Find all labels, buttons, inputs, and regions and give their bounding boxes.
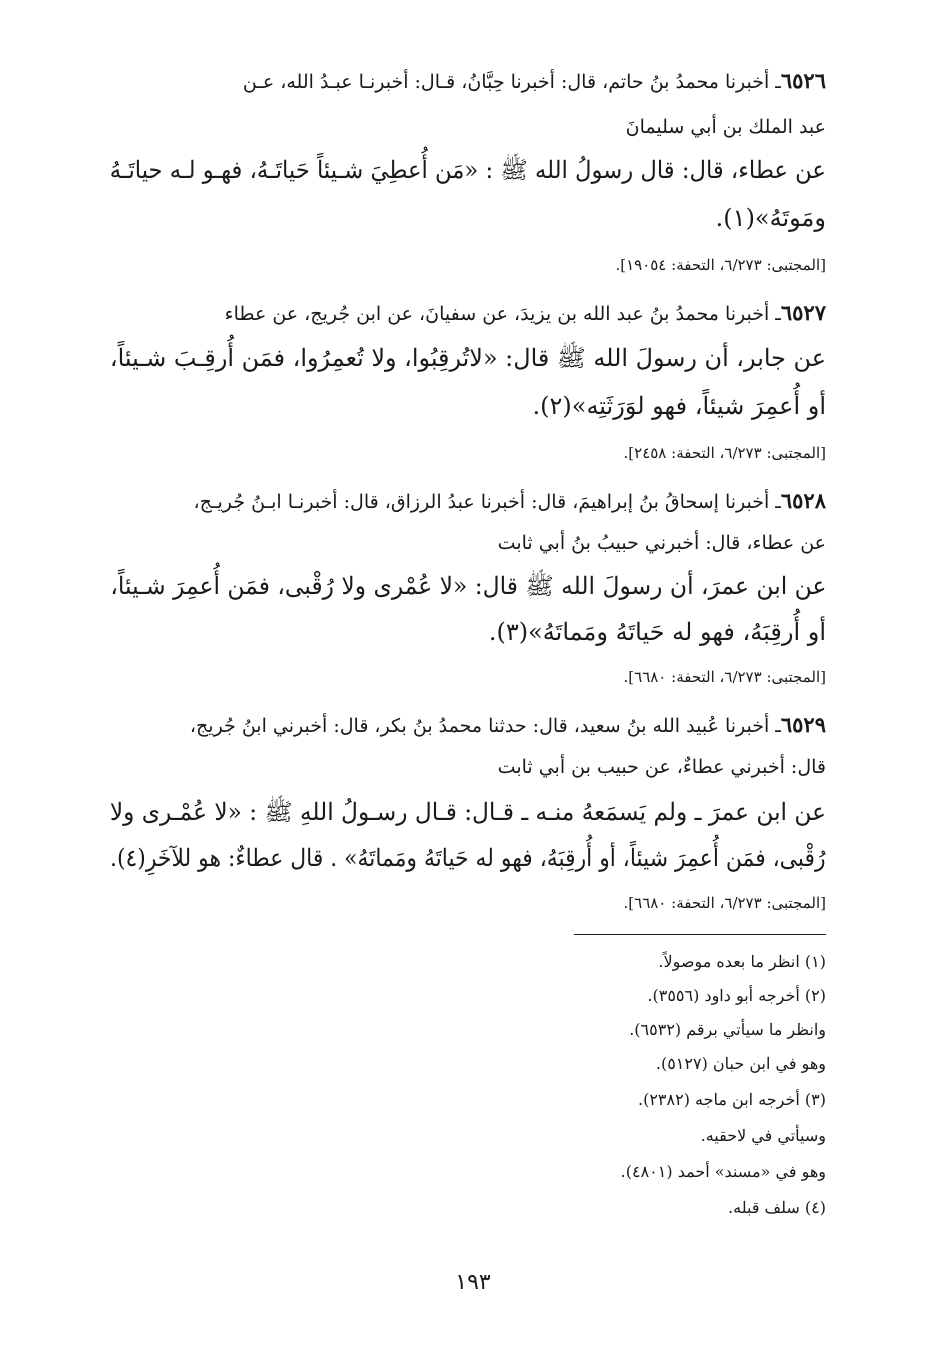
hadith-6526-reference: [المجتبى: ٦/٢٧٣، التحفة: ١٩٠٥٤].: [615, 256, 826, 274]
hadith-6529-reference: [المجتبى: ٦/٢٧٣، التحفة: ٦٦٨٠].: [623, 894, 826, 912]
footnote-2: (٢) أخرجه أبو داود (٣٥٥٦).: [647, 986, 826, 1005]
hadith-6528-isnad-line-1: [194, 490, 826, 512]
hadith-6526-isnad-line-1: [243, 70, 826, 92]
footnote-1: (١) انظر ما بعده موصولاً.: [658, 952, 826, 971]
hadith-6527-matn-line-2: أو أُعمِرَ شيئاً، فهو لوَرَثَتِه»(٢).: [532, 392, 826, 420]
hadith-6527-matn-line-1: عن جابر، أن رسولَ الله ﷺ قال: «لاتُرقِبُوا، ولا تُعمِرُوا، فمَن أُرقِـبَ شـيئاً،: [109, 344, 826, 372]
page-number: ١٩٣: [455, 1270, 491, 1295]
footnote-4: (٤) سلف قبله.: [728, 1198, 826, 1217]
footnote-2-cont-1: وانظر ما سيأتي برقم (٦٥٣٢).: [629, 1020, 826, 1039]
isnad-text: ـ أخبرنا عُبيد الله بنُ سعيد، قال: حدثنا محمدُ بنُ بكر، قال: أخبرني ابنُ جُريج،: [189, 715, 781, 737]
hadith-number: ٦٥٢٨: [780, 488, 826, 513]
footnote-3: (٣) أخرجه ابن ماجه (٢٣٨٢).: [638, 1090, 826, 1109]
isnad-text: ـ أخبرنا محمدُ بنُ عبد الله بن يزيدَ، عن سفيانَ، عن ابن جُريج، عن عطاء: [224, 303, 781, 325]
hadith-6526-matn-line-2: ومَوتَهُ»(١).: [715, 204, 826, 232]
hadith-6526-matn-line-1: عن عطاء، قال: قال رسولُ الله ﷺ : «مَن أُعطِيَ شـيئاً حَياتَـهُ، فهـو لـه حياتَـهُ: [109, 156, 826, 184]
hadith-6529-matn-line-2: رُقْبى، فمَن أُعمِرَ شيئاً، أو أُرقِبَهُ، فهو له حَياتَهُ ومَماتَهُ» . قال عطاءٌ: هو للآخَرِ(٤).: [110, 844, 826, 872]
hadith-6529-isnad-line-2: قال: أخبرني عطاءٌ، عن حبيب بن أبي ثابت: [497, 756, 826, 778]
hadith-6528-matn-line-1: عن ابن عمرَ، أن رسولَ الله ﷺ قال: «لا عُمْرى ولا رُقْبى، فمَن أُعمِرَ شـيئاً،: [109, 572, 826, 600]
footnote-separator: [574, 934, 826, 935]
footnote-3-cont-2: وهو في «مسند» أحمد (٤٨٠١).: [620, 1162, 826, 1181]
hadith-6529-isnad-line-1: [190, 714, 826, 736]
hadith-6527-isnad-line-1: [225, 302, 826, 324]
footnote-3-cont-1: وسيأتي في لاحقيه.: [700, 1126, 826, 1145]
footnote-2-cont-2: وهو في ابن حبان (٥١٢٧).: [655, 1054, 826, 1073]
hadith-6528-reference: [المجتبى: ٦/٢٧٣، التحفة: ٦٦٨٠].: [623, 668, 826, 686]
hadith-6527-reference: [المجتبى: ٦/٢٧٣، التحفة: ٢٤٥٨].: [623, 444, 826, 462]
hadith-6529-matn-line-1: عن ابن عمرَ ـ ولم يَسمَعهُ منـه ـ قـال: قـال رسـولُ اللهِ ﷺ : «لا عُمْـرى ولا: [109, 798, 826, 826]
isnad-text: ـ أخبرنا محمدُ بنُ حاتم، قال: أخبرنا حِبَّانُ، قـال: أخبرنـا عبـدُ الله، عـن: [242, 71, 781, 93]
hadith-6528-matn-line-2: أو أُرقِبَهُ، فهو له حَياتَهُ ومَماتَهُ»(٣).: [488, 618, 826, 646]
hadith-6528-isnad-line-2: عن عطاء، قال: أخبرني حبيبُ بنُ أبي ثابت: [497, 532, 826, 554]
hadith-number: ٦٥٢٩: [780, 712, 826, 737]
isnad-text: ـ أخبرنا إسحاقُ بنُ إبراهيمَ، قال: أخبرنا عبدُ الرزاق، قال: أخبرنـا ابـنُ جُريـج،: [193, 491, 781, 513]
hadith-number: ٦٥٢٧: [780, 300, 826, 325]
hadith-number: ٦٥٢٦: [780, 68, 826, 93]
hadith-6526-isnad-line-2: عبد الملك بن أبي سليمانَ: [625, 116, 826, 138]
